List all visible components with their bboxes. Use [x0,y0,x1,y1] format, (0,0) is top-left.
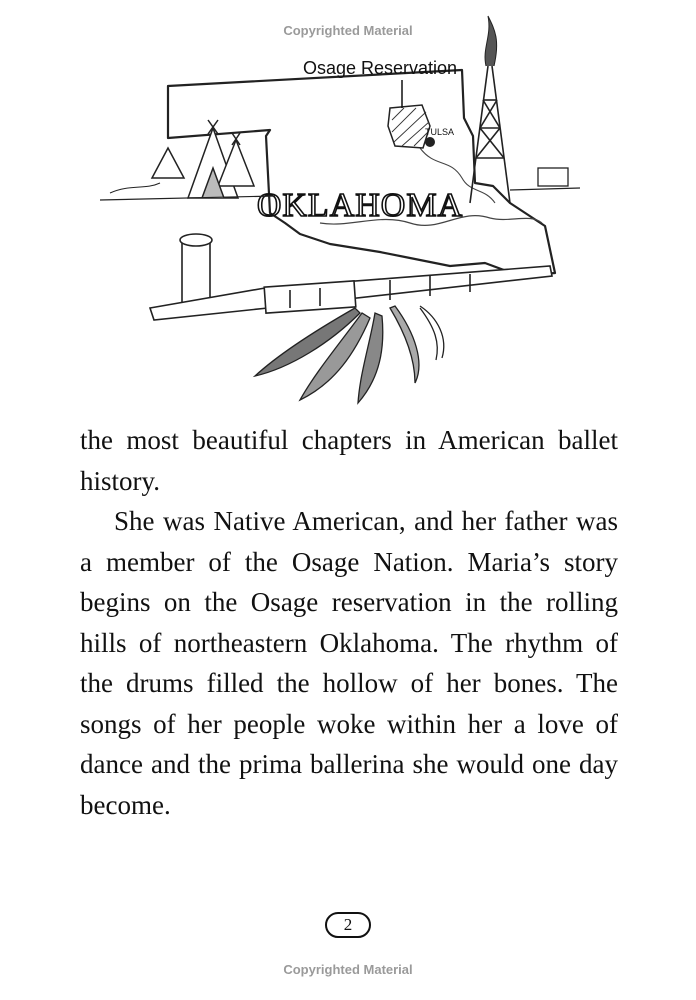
copyright-footer: Copyrighted Material [283,962,413,977]
oil-derrick-icon [470,16,580,203]
oklahoma-illustration [90,8,610,418]
tulsa-marker [425,137,435,147]
paragraph-1: the most beautiful chapters in American ballet history. [80,425,618,496]
body-text [80,420,618,825]
copyright-header: Copyrighted Material [283,23,413,38]
feathers-icon [255,306,444,403]
osage-reservation-label: Osage Reservation [302,58,458,78]
page-number: 2 [325,912,371,938]
oklahoma-label: OKLAHOMA [256,187,464,224]
paragraph-2: She was Native American, and her father was a member of the Osage Nation. Maria’s story begins on the Osage reservation in the rolling hills of northeastern Oklahoma. The rhythm of the drums filled the hollow of her bones. The songs of her people woke within her a love of dance and the prima ballerina she would one day become. [80,506,618,820]
tulsa-label: TULSA [425,127,455,137]
